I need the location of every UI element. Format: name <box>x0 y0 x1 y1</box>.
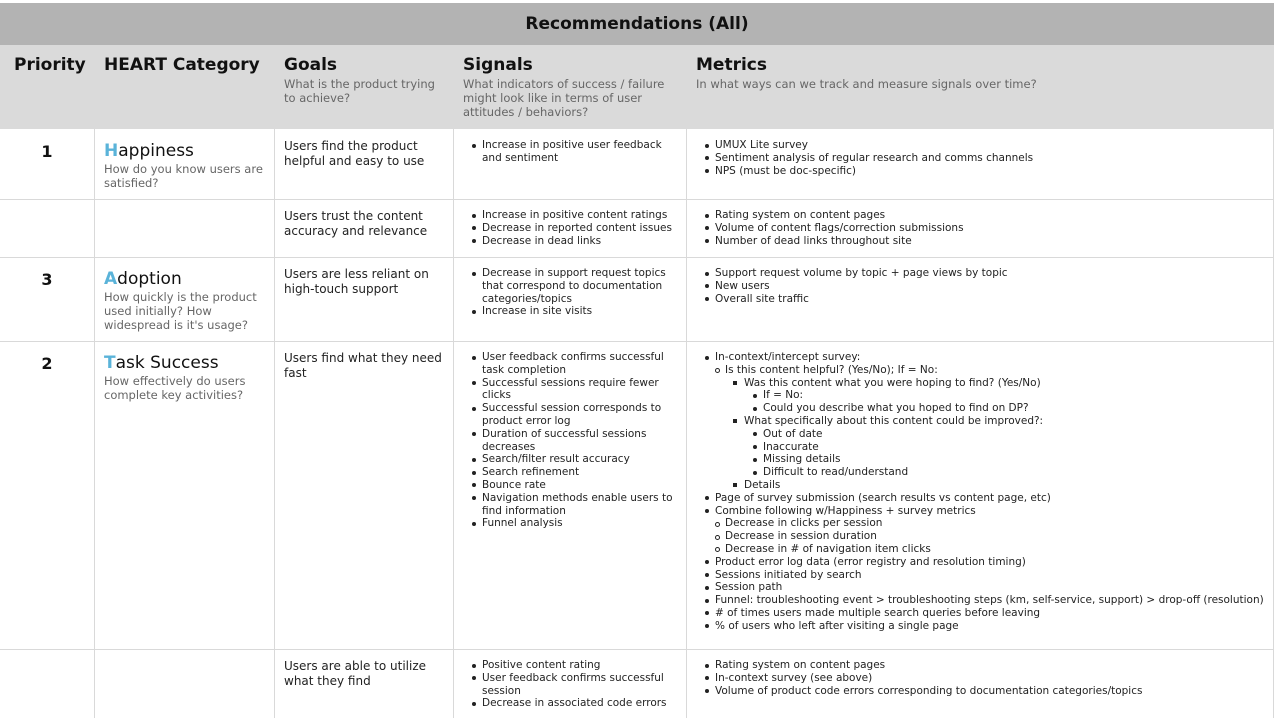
signal-item: Search refinement <box>463 466 679 479</box>
metric-item: Volume of content flags/correction submissions <box>696 222 1266 235</box>
category-rest: appiness <box>118 141 194 161</box>
header-metrics-title: Metrics <box>696 55 767 75</box>
metric-item: In-context survey (see above) <box>696 672 1266 685</box>
heart-category <box>104 269 264 332</box>
signal-item: Funnel analysis <box>463 517 679 530</box>
header-metrics <box>696 55 1256 91</box>
metric-item: Decrease in # of navigation item clicks <box>696 543 1266 556</box>
header-priority <box>14 55 86 75</box>
metrics-cell <box>696 209 1266 247</box>
signal-item: User feedback confirms successful task completion <box>463 351 679 377</box>
metric-item: Support request volume by topic + page views by topic <box>696 267 1266 280</box>
signals-cell <box>463 139 679 165</box>
metric-item: What specifically about this content could be improved?: <box>696 415 1266 428</box>
metrics-cell <box>696 659 1266 697</box>
signal-item: Navigation methods enable users to find information <box>463 492 679 518</box>
category-initial: T <box>104 353 116 373</box>
metric-item: Overall site traffic <box>696 293 1266 306</box>
header-goals <box>284 55 448 105</box>
table-body <box>0 129 1274 718</box>
table-row <box>0 341 1274 649</box>
metric-item: Missing details <box>696 453 1266 466</box>
category-question: How quickly is the product used initially? How widespread is it's usage? <box>104 290 257 332</box>
category-name <box>104 269 264 289</box>
signal-item: Increase in positive user feedback and sentiment <box>463 139 679 165</box>
header-category-title: HEART Category <box>104 55 260 75</box>
signal-item: Successful sessions require fewer clicks <box>463 377 679 403</box>
metric-item: Decrease in session duration <box>696 530 1266 543</box>
header-category <box>104 55 260 75</box>
category-name <box>104 141 264 161</box>
metrics-cell <box>696 351 1266 633</box>
metric-item: Is this content helpful? (Yes/No); If = No: <box>696 364 1266 377</box>
signal-item: Decrease in dead links <box>463 235 679 248</box>
signal-item: Search/filter result accuracy <box>463 453 679 466</box>
signals-cell <box>463 209 679 247</box>
metric-item: Session path <box>696 581 1266 594</box>
metric-item: Inaccurate <box>696 441 1266 454</box>
header-metrics-sub: In what ways can we track and measure signals over time? <box>696 77 1037 91</box>
signal-item: Increase in positive content ratings <box>463 209 679 222</box>
metrics-cell <box>696 139 1266 177</box>
signals-cell <box>463 351 679 530</box>
metric-item: UMUX Lite survey <box>696 139 1266 152</box>
header-goals-sub: What is the product trying to achieve? <box>284 77 435 105</box>
category-rest: doption <box>117 269 182 289</box>
signal-item: Duration of successful sessions decreases <box>463 428 679 454</box>
goal-text: Users are able to utilize what they find <box>284 659 426 688</box>
signal-item: Successful session corresponds to product error log <box>463 402 679 428</box>
priority-value: 1 <box>41 142 53 161</box>
signal-item: Decrease in reported content issues <box>463 222 679 235</box>
category-rest: ask Success <box>115 353 219 373</box>
table-row <box>0 199 1274 257</box>
metric-item: Out of date <box>696 428 1266 441</box>
table-row <box>0 129 1274 199</box>
signals-cell <box>463 267 679 318</box>
metric-item: Volume of product code errors corresponding to documentation categories/topics <box>696 685 1266 698</box>
metric-item: Funnel: troubleshooting event > troubleshooting steps (km, self-service, support) > drop-off (resolution) <box>696 594 1266 607</box>
signal-item: Increase in site visits <box>463 305 679 318</box>
signal-item: Decrease in associated code errors <box>463 697 679 710</box>
header-goals-title: Goals <box>284 55 338 75</box>
metric-item: Combine following w/Happiness + survey metrics <box>696 505 1266 518</box>
metric-item: Was this content what you were hoping to find? (Yes/No) <box>696 377 1266 390</box>
metric-item: Product error log data (error registry and resolution timing) <box>696 556 1266 569</box>
metric-item: Sentiment analysis of regular research and comms channels <box>696 152 1266 165</box>
metric-item: Number of dead links throughout site <box>696 235 1266 248</box>
category-question: How effectively do users complete key activities? <box>104 374 246 402</box>
metric-item: Details <box>696 479 1266 492</box>
metric-item: Could you describe what you hoped to find on DP? <box>696 402 1266 415</box>
metric-item: In-context/intercept survey: <box>696 351 1266 364</box>
metrics-cell <box>696 267 1266 305</box>
metric-item: NPS (must be doc-specific) <box>696 165 1266 178</box>
metric-item: Page of survey submission (search results vs content page, etc) <box>696 492 1266 505</box>
category-initial: H <box>104 141 119 161</box>
header-signals <box>463 55 679 119</box>
category-name <box>104 353 264 373</box>
signal-item: Bounce rate <box>463 479 679 492</box>
metric-item: Decrease in clicks per session <box>696 517 1266 530</box>
category-initial: A <box>104 269 118 289</box>
metric-item: Difficult to read/understand <box>696 466 1266 479</box>
signal-item: Positive content rating <box>463 659 679 672</box>
metric-item: # of times users made multiple search queries before leaving <box>696 607 1266 620</box>
page-title: Recommendations (All) <box>0 3 1274 45</box>
metric-item: Sessions initiated by search <box>696 569 1266 582</box>
signal-item: Decrease in support request topics that correspond to documentation categories/topics <box>463 267 679 305</box>
goal-text: Users trust the content accuracy and relevance <box>284 209 428 238</box>
metric-item: New users <box>696 280 1266 293</box>
header-signals-sub: What indicators of success / failure might look like in terms of user attitudes / behaviors? <box>463 77 665 119</box>
priority-value: 3 <box>41 270 53 289</box>
heart-category <box>104 353 264 402</box>
goal-text: Users find what they need fast <box>284 351 442 380</box>
signal-item: User feedback confirms successful session <box>463 672 679 698</box>
table-header <box>0 45 1274 129</box>
metric-item: % of users who left after visiting a single page <box>696 620 1266 633</box>
signals-cell <box>463 659 679 710</box>
header-signals-title: Signals <box>463 55 533 75</box>
metric-item: Rating system on content pages <box>696 659 1266 672</box>
metric-item: Rating system on content pages <box>696 209 1266 222</box>
priority-value: 2 <box>41 354 53 373</box>
goal-text: Users find the product helpful and easy to use <box>284 139 425 168</box>
table-row <box>0 649 1274 718</box>
table-row <box>0 257 1274 341</box>
heart-category <box>104 141 264 190</box>
metric-item: If = No: <box>696 389 1266 402</box>
header-priority-title: Priority <box>14 55 86 75</box>
category-question: How do you know users are satisfied? <box>104 162 263 190</box>
goal-text: Users are less reliant on high-touch support <box>284 267 429 296</box>
